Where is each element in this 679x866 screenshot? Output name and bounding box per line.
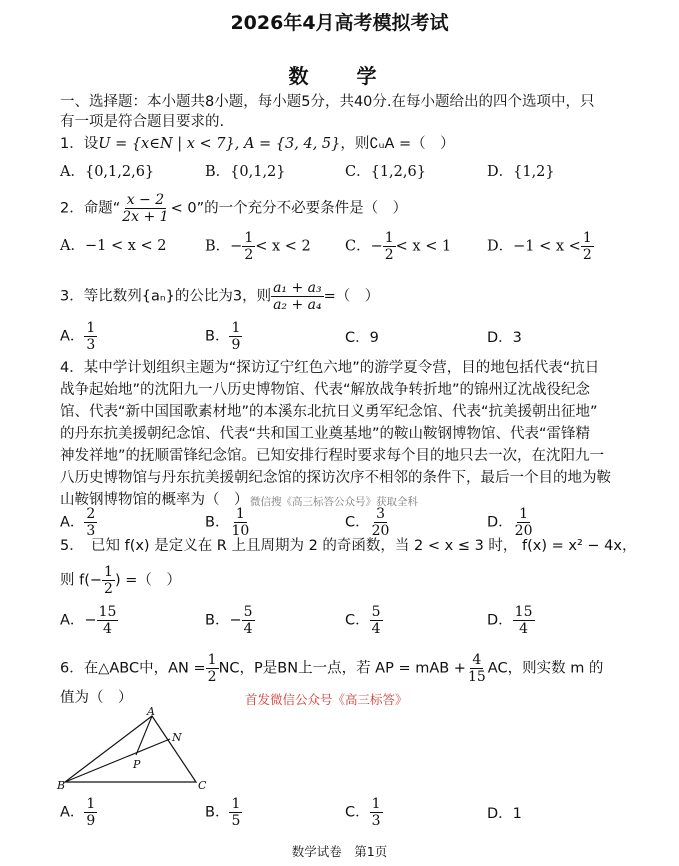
q4-line-2: 战争起始地”的沈阳九一八历史博物馆、代表“解放战争转折地”的锦州辽沈战役纪念 bbox=[60, 382, 591, 398]
q1-option-a: A．{0,1,2,6} bbox=[60, 164, 155, 180]
q2-option-a: A．−1 < x < 2 bbox=[60, 238, 167, 254]
triangle-diagram bbox=[55, 705, 215, 795]
q6-option-c: C． $\frac{1}{3}$ bbox=[345, 796, 381, 829]
q1-option-d: D．{1,2} bbox=[487, 164, 555, 180]
q5-option-c: C． $\frac{5}{4}$ bbox=[345, 604, 381, 637]
q3-option-a: A． $\frac{1}{3}$ bbox=[60, 320, 96, 353]
q3-fraction: $\frac{\text{a₁ + a₃}}{\text{a₂ + a₄}}$ bbox=[273, 280, 322, 313]
q4-line-3: 馆、代表“新中国国歌素材地”的本溪东北抗日义勇军纪念馆、代表“抗美援朝出征地” bbox=[60, 404, 598, 420]
q4-line-6: 八历史博物馆与丹东抗美援朝纪念馆的探访次序不相邻的条件下，最后一个目的地为鞍 bbox=[60, 470, 611, 486]
q6-line-2: 值为（ ） bbox=[60, 690, 133, 706]
q2-option-b: B．− $\frac{1}{2}$ < x < 2 bbox=[205, 230, 311, 263]
q4-line-7: 山鞍钢博物馆的概率为（ ） bbox=[60, 492, 249, 508]
q6-line-1: 6．在△ABC中，AN = $\frac{1}{2}$ NC，P是BN上一点，若 AP = mAB + $\frac{4}{15}$ AC，则实数 m 的 bbox=[60, 652, 604, 685]
q4-option-a: A． $\frac{2}{3}$ bbox=[60, 506, 96, 539]
question-2: 2．命题“ $\frac{x - 2}{2x + 1}$ < 0”的一个充分不必要条件是（ ） bbox=[60, 192, 408, 225]
q1-option-c: C．{1,2,6} bbox=[345, 164, 426, 180]
page-footer: 数学试卷 第1页 bbox=[291, 844, 388, 859]
label-a: A bbox=[147, 705, 155, 718]
question-3: 3．等比数列{aₙ}的公比为3，则 $\frac{\text{a₁ + a₃}}{\text{a₂ + a₄}}$ =（ ） bbox=[60, 280, 380, 313]
label-p: P bbox=[133, 758, 141, 771]
q3-option-c: C．9 bbox=[345, 330, 379, 346]
q5-option-b: B．− $\frac{5}{4}$ bbox=[205, 604, 253, 637]
section-instructions-line2: 有一项是符合题目要求的. bbox=[60, 114, 225, 130]
question-1: 1．设U = {x∈N | x < 7}, A = {3, 4, 5}，则∁ᵤA =（ ） bbox=[60, 136, 455, 152]
triangle-abc bbox=[65, 716, 196, 782]
q4-option-c: C． $\frac{3}{20}$ bbox=[345, 506, 390, 539]
label-n: N bbox=[172, 731, 182, 744]
q2-fraction: $\frac{x - 2}{2x + 1}$ bbox=[122, 192, 169, 225]
q1-sets: U = {x∈N | x < 7}, A = {3, 4, 5} bbox=[98, 136, 341, 152]
q4-option-b: B． $\frac{1}{10}$ bbox=[205, 506, 250, 539]
q5-line-1: 5． 已知 f(x) 是定义在 R 上且周期为 2 的奇函数，当 2 < x ≤ 3 时， f(x) = x² − 4x， bbox=[60, 538, 637, 554]
q3-option-d: D．3 bbox=[487, 330, 522, 346]
subject-title: 数 学 bbox=[288, 64, 391, 88]
q3-option-b: B． $\frac{1}{9}$ bbox=[205, 320, 241, 353]
q1-option-b: B．{0,1,2} bbox=[205, 164, 286, 180]
watermark-red: 首发微信公众号《高三标答》 bbox=[245, 692, 408, 707]
label-c: C bbox=[198, 779, 207, 792]
exam-title: 2026年4月高考模拟考试 bbox=[230, 12, 449, 34]
q4-line-1: 4．某中学计划组织主题为“探访辽宁红色六地”的游学夏令营，目的地包括代表“抗日 bbox=[60, 360, 600, 376]
q2-option-d: D．−1 < x < $\frac{1}{2}$ bbox=[487, 230, 592, 263]
q5-option-d: D． $\frac{15}{4}$ bbox=[487, 604, 533, 637]
label-b: B bbox=[57, 779, 66, 792]
q6-option-d: D．1 bbox=[487, 806, 522, 822]
q4-line-5: 神发祥地”的抚顺雷锋纪念馆。已知安排行程时要求每个目的地只去一次，在沈阳九一 bbox=[60, 448, 605, 464]
q5-line-2: 则 f(− $\frac{1}{2}$ ) =（ ） bbox=[60, 564, 181, 597]
q4-line-4: 的丹东抗美援朝纪念馆、代表“共和国工业奠基地”的鞍山鞍钢博物馆、代表“雷锋精 bbox=[60, 426, 591, 442]
q4-option-d: D． $\frac{1}{20}$ bbox=[487, 506, 533, 539]
q2-option-c: C．− $\frac{1}{2}$ < x < 1 bbox=[345, 230, 452, 263]
segment-bn bbox=[65, 739, 170, 782]
q6-option-b: B． $\frac{1}{5}$ bbox=[205, 796, 241, 829]
watermark-text: 微信搜《高三标答公众号》获取全科 bbox=[250, 496, 418, 508]
q6-option-a: A． $\frac{1}{9}$ bbox=[60, 796, 96, 829]
section-instructions-line1: 一、选择题：本小题共8小题，每小题5分，共40分.在每小题给出的四个选项中，只 bbox=[60, 94, 595, 110]
q5-option-a: A．− $\frac{15}{4}$ bbox=[60, 604, 117, 637]
